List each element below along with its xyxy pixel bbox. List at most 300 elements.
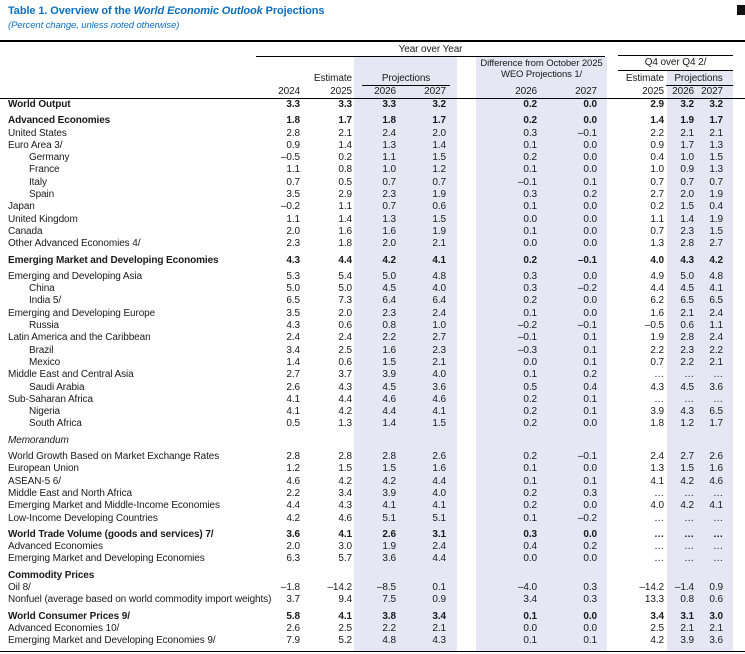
value-cell: 0.9: [709, 581, 723, 593]
value-cell: 5.3: [286, 270, 300, 282]
value-cell: 2.8: [680, 332, 694, 344]
spacer-cell: [457, 320, 476, 332]
value-cell: 2027: [697, 86, 745, 99]
value-cell: 4.1: [338, 528, 352, 540]
value-cell: 7.9: [286, 635, 300, 647]
table-row: [0, 382, 745, 394]
value-cell: 3.2: [432, 99, 446, 110]
value-cell: 2.4: [432, 541, 446, 553]
value-cell: 2026: [476, 86, 540, 99]
projections-table: [0, 86, 745, 647]
spacer-cell: [457, 345, 476, 357]
value-cell: 6.5: [709, 295, 723, 307]
value-cell: 0.1: [583, 356, 597, 368]
row-label: Oil 8/: [8, 581, 31, 593]
value-cell: 0.1: [583, 176, 597, 188]
value-cell: 0.1: [583, 406, 597, 418]
value-cell: 2.3: [382, 307, 396, 319]
spacer-cell: [457, 594, 476, 606]
value-cell: 0.1: [583, 475, 597, 487]
value-cell: …: [713, 528, 723, 540]
value-cell: 1.6: [432, 463, 446, 475]
value-cell: 0.7: [432, 176, 446, 188]
value-cell: 0.1: [523, 139, 537, 151]
value-cell: 3.6: [709, 635, 723, 647]
row-label: Brazil: [29, 344, 54, 356]
value-cell: 3.4: [523, 594, 537, 606]
value-cell: 3.1: [680, 610, 694, 622]
value-cell: …: [654, 512, 664, 524]
row-label: Saudi Arabia: [29, 381, 85, 393]
value-cell: [667, 566, 697, 582]
value-cell: 4.3: [338, 500, 352, 512]
value-cell: 1.5: [432, 418, 446, 430]
value-cell: 4.2: [680, 500, 694, 512]
value-cell: 0.2: [583, 541, 597, 553]
value-cell: 0.0: [583, 99, 597, 110]
value-cell: 2025: [607, 86, 667, 99]
value-cell: …: [654, 487, 664, 499]
value-cell: 2.7: [680, 451, 694, 463]
value-cell: …: [684, 528, 694, 540]
value-cell: 5.1: [432, 512, 446, 524]
row-label: United States: [8, 127, 67, 139]
row-label: Japan: [8, 201, 35, 213]
value-cell: –0.1: [577, 254, 597, 266]
value-cell: 1.4: [338, 139, 352, 151]
value-cell: 2.8: [680, 238, 694, 250]
value-cell: 1.5: [709, 225, 723, 237]
value-cell: [399, 566, 457, 582]
value-cell: 0.7: [650, 176, 664, 188]
table-row: [0, 357, 745, 369]
value-cell: …: [713, 553, 723, 565]
value-cell: …: [713, 369, 723, 381]
spacer-cell: [457, 418, 476, 430]
value-cell: 2.8: [286, 451, 300, 463]
value-cell: 2.2: [650, 344, 664, 356]
value-cell: –0.5: [644, 320, 664, 332]
spacer-cell: [457, 164, 476, 176]
value-cell: 1.4: [382, 418, 396, 430]
spacer-cell: [457, 226, 476, 238]
header-projections-yoy: Projections: [381, 72, 431, 84]
value-cell: 2.1: [432, 356, 446, 368]
value-cell: 1.5: [382, 356, 396, 368]
value-cell: 0.3: [583, 487, 597, 499]
value-cell: 1.1: [650, 213, 664, 225]
value-cell: 0.2: [523, 295, 537, 307]
value-cell: …: [654, 553, 664, 565]
value-cell: 3.8: [382, 610, 396, 622]
row-label: ASEAN-5 6/: [8, 475, 61, 487]
value-cell: 0.7: [650, 225, 664, 237]
value-cell: 4.1: [432, 254, 446, 266]
value-cell: 4.8: [709, 270, 723, 282]
table-row: [0, 164, 745, 176]
value-cell: 3.4: [286, 344, 300, 356]
value-cell: 3.9: [650, 406, 664, 418]
table-row: [0, 201, 745, 213]
spacer-cell: [457, 128, 476, 140]
value-cell: 0.0: [583, 225, 597, 237]
value-cell: 2.2: [382, 622, 396, 634]
value-cell: 4.4: [382, 406, 396, 418]
year-header-row: [0, 86, 745, 99]
table-bottom-rule: [0, 651, 745, 653]
value-cell: 1.5: [709, 152, 723, 164]
value-cell: 2.3: [680, 344, 694, 356]
table-row: [0, 320, 745, 332]
value-cell: –0.1: [577, 451, 597, 463]
value-cell: 0.1: [523, 201, 537, 213]
spacer-cell: [457, 251, 476, 267]
value-cell: 2.0: [286, 541, 300, 553]
value-cell: 0.0: [583, 622, 597, 634]
value-cell: 3.6: [286, 528, 300, 540]
value-cell: 5.0: [286, 283, 300, 295]
table-row: [0, 308, 745, 320]
value-cell: 1.3: [650, 238, 664, 250]
table-row: [0, 226, 745, 238]
value-cell: 1.1: [382, 152, 396, 164]
value-cell: 4.0: [650, 500, 664, 512]
value-cell: 0.0: [583, 238, 597, 250]
value-cell: 6.2: [650, 295, 664, 307]
value-cell: 1.3: [382, 213, 396, 225]
value-cell: 0.7: [382, 176, 396, 188]
value-cell: 2.7: [650, 189, 664, 201]
spacer-cell: [457, 152, 476, 164]
value-cell: 4.5: [382, 283, 396, 295]
value-cell: 6.3: [286, 553, 300, 565]
page-subtitle: (Percent change, unless noted otherwise): [8, 20, 180, 31]
value-cell: 0.4: [650, 152, 664, 164]
value-cell: 1.5: [338, 463, 352, 475]
value-cell: 0.3: [523, 189, 537, 201]
value-cell: 4.4: [338, 393, 352, 405]
table-row: [0, 582, 745, 594]
row-label: India 5/: [29, 295, 62, 307]
spacer-cell: [457, 214, 476, 226]
value-cell: [667, 431, 697, 447]
value-cell: 0.9: [680, 164, 694, 176]
value-cell: 2.5: [338, 622, 352, 634]
value-cell: –0.3: [517, 344, 537, 356]
table-row: [0, 607, 745, 623]
value-cell: 2.2: [680, 356, 694, 368]
value-cell: 2.9: [338, 189, 352, 201]
value-cell: 2.0: [382, 238, 396, 250]
value-cell: 1.9: [680, 115, 694, 127]
value-cell: 4.1: [286, 406, 300, 418]
table-row: [0, 406, 745, 418]
spacer-cell: [457, 623, 476, 635]
page-corner-mark: [737, 5, 745, 15]
value-cell: …: [684, 393, 694, 405]
value-cell: 3.2: [680, 99, 694, 110]
row-label: Latin America and the Caribbean: [8, 332, 151, 344]
table-row: [0, 476, 745, 488]
row-label: World Consumer Prices 9/: [8, 610, 130, 622]
row-label: France: [29, 164, 60, 176]
value-cell: 0.0: [583, 201, 597, 213]
page-title: [8, 5, 324, 17]
value-cell: 1.5: [382, 463, 396, 475]
value-cell: 1.3: [650, 463, 664, 475]
value-cell: 0.0: [583, 115, 597, 127]
value-cell: 2.1: [709, 356, 723, 368]
value-cell: [253, 431, 303, 447]
value-cell: 1.2: [432, 164, 446, 176]
value-cell: 0.1: [523, 512, 537, 524]
value-cell: 4.3: [680, 406, 694, 418]
value-cell: 3.0: [338, 541, 352, 553]
value-cell: 2.3: [382, 189, 396, 201]
value-cell: 0.2: [523, 99, 537, 110]
value-cell: 2.1: [338, 127, 352, 139]
value-cell: 4.3: [680, 254, 694, 266]
value-cell: …: [684, 553, 694, 565]
value-cell: 0.2: [523, 487, 537, 499]
value-cell: 0.0: [583, 418, 597, 430]
value-cell: 0.9: [432, 594, 446, 606]
value-cell: …: [654, 528, 664, 540]
spacer-cell: [457, 357, 476, 369]
value-cell: 3.6: [382, 553, 396, 565]
value-cell: 1.5: [680, 201, 694, 213]
value-cell: 2.2: [650, 127, 664, 139]
value-cell: 4.8: [432, 270, 446, 282]
value-cell: …: [713, 487, 723, 499]
table-row: [0, 500, 745, 512]
value-cell: 3.6: [709, 381, 723, 393]
value-cell: 2.4: [338, 332, 352, 344]
value-cell: 7.5: [382, 594, 396, 606]
value-cell: 1.3: [709, 164, 723, 176]
table-top-rule: [0, 40, 745, 42]
value-cell: 0.2: [583, 189, 597, 201]
value-cell: 1.1: [286, 164, 300, 176]
spacer-cell: [457, 189, 476, 201]
header-difference-line2: WEO Projections 1/: [500, 68, 583, 80]
spacer-cell: [457, 541, 476, 553]
value-cell: 0.1: [523, 307, 537, 319]
value-cell: 0.5: [286, 418, 300, 430]
value-cell: 0.1: [523, 164, 537, 176]
row-label: Middle East and North Africa: [8, 487, 132, 499]
table-row: [0, 513, 745, 525]
value-cell: 4.1: [382, 500, 396, 512]
table-row: [0, 525, 745, 541]
value-cell: [697, 566, 745, 582]
value-cell: 4.6: [286, 475, 300, 487]
value-cell: 1.1: [286, 213, 300, 225]
value-cell: 2.5: [650, 622, 664, 634]
value-cell: 4.3: [286, 254, 300, 266]
spacer-cell: [457, 111, 476, 127]
value-cell: 2.9: [650, 99, 664, 110]
row-label: Russia: [29, 320, 59, 332]
row-label: Memorandum: [8, 434, 69, 446]
spacer-cell: [457, 513, 476, 525]
value-cell: 1.8: [286, 115, 300, 127]
value-cell: 2.4: [286, 332, 300, 344]
value-cell: [540, 566, 607, 582]
spacer-cell: [457, 267, 476, 283]
value-cell: 0.0: [583, 307, 597, 319]
value-cell: 4.6: [432, 393, 446, 405]
value-cell: 1.9: [709, 213, 723, 225]
row-label: Commodity Prices: [8, 569, 95, 581]
value-cell: 2.6: [286, 622, 300, 634]
spacer-cell: [457, 86, 476, 99]
value-cell: 2.1: [709, 622, 723, 634]
spacer-cell: [457, 566, 476, 582]
spacer-cell: [457, 177, 476, 189]
value-cell: 0.0: [523, 622, 537, 634]
value-cell: 3.4: [650, 610, 664, 622]
value-cell: 5.0: [338, 283, 352, 295]
value-cell: 4.6: [382, 393, 396, 405]
value-cell: 1.4: [432, 139, 446, 151]
value-cell: 2.2: [286, 487, 300, 499]
value-cell: 2.6: [382, 528, 396, 540]
value-cell: 1.9: [432, 189, 446, 201]
table-row: [0, 369, 745, 381]
value-cell: 1.9: [432, 225, 446, 237]
row-label: Nonfuel (average based on world commodity import weights): [8, 594, 272, 606]
table-row: [0, 635, 745, 647]
spacer-cell: [457, 553, 476, 565]
title-italic: World Economic Outlook: [133, 5, 263, 17]
row-label: Other Advanced Economies 4/: [8, 238, 141, 250]
value-cell: 2.1: [432, 238, 446, 250]
value-cell: 1.0: [650, 164, 664, 176]
value-cell: 2.0: [432, 127, 446, 139]
value-cell: –0.2: [517, 320, 537, 332]
value-cell: 0.8: [382, 320, 396, 332]
value-cell: [540, 431, 607, 447]
value-cell: 0.6: [709, 594, 723, 606]
value-cell: 4.2: [709, 254, 723, 266]
value-cell: 0.2: [523, 152, 537, 164]
value-cell: 0.2: [523, 115, 537, 127]
value-cell: 2.0: [286, 225, 300, 237]
value-cell: 0.7: [382, 201, 396, 213]
value-cell: 0.0: [583, 295, 597, 307]
value-cell: 4.9: [650, 270, 664, 282]
value-cell: 2.4: [709, 307, 723, 319]
spacer-cell: [457, 525, 476, 541]
value-cell: 2026: [667, 86, 697, 99]
value-cell: 0.1: [523, 475, 537, 487]
row-label: Sub-Saharan Africa: [8, 393, 93, 405]
value-cell: 0.1: [523, 369, 537, 381]
value-cell: 0.0: [523, 213, 537, 225]
value-cell: 2.6: [432, 451, 446, 463]
table-row: [0, 541, 745, 553]
value-cell: 3.9: [680, 635, 694, 647]
value-cell: 0.0: [523, 238, 537, 250]
value-cell: –14.2: [327, 581, 352, 593]
value-cell: 4.1: [338, 610, 352, 622]
value-cell: –14.2: [639, 581, 664, 593]
value-cell: 2.7: [709, 238, 723, 250]
table-row: [0, 214, 745, 226]
value-cell: 0.7: [286, 176, 300, 188]
value-cell: 4.1: [432, 500, 446, 512]
value-cell: 0.1: [523, 610, 537, 622]
value-cell: 4.0: [432, 283, 446, 295]
table-row: [0, 463, 745, 475]
table-row: [0, 140, 745, 152]
title-suffix: Projections: [262, 5, 325, 17]
value-cell: 2.4: [650, 451, 664, 463]
value-cell: 0.6: [680, 320, 694, 332]
value-cell: 0.3: [583, 581, 597, 593]
row-label: World Output: [8, 99, 71, 110]
value-cell: 5.0: [680, 270, 694, 282]
value-cell: [697, 431, 745, 447]
spacer-cell: [457, 308, 476, 320]
row-label: Emerging and Developing Asia: [8, 270, 142, 282]
value-cell: 0.1: [583, 393, 597, 405]
table-row: [0, 111, 745, 127]
value-cell: 4.2: [680, 475, 694, 487]
value-cell: 0.0: [583, 139, 597, 151]
value-cell: 3.4: [432, 610, 446, 622]
value-cell: 3.7: [338, 369, 352, 381]
value-cell: 1.0: [680, 152, 694, 164]
row-label: Low-Income Developing Countries: [8, 512, 158, 524]
value-cell: …: [684, 541, 694, 553]
value-cell: 4.0: [432, 487, 446, 499]
value-cell: 4.2: [382, 475, 396, 487]
value-cell: 0.0: [583, 270, 597, 282]
table-row: [0, 332, 745, 344]
row-label: Germany: [29, 152, 70, 164]
value-cell: 0.3: [523, 127, 537, 139]
value-cell: 1.9: [650, 332, 664, 344]
value-cell: …: [654, 393, 664, 405]
value-cell: 0.5: [523, 381, 537, 393]
value-cell: 2.4: [432, 307, 446, 319]
value-cell: 4.8: [382, 635, 396, 647]
value-cell: 0.4: [523, 541, 537, 553]
value-cell: 2.5: [338, 344, 352, 356]
row-label: World Growth Based on Market Exchange Rates: [8, 451, 220, 463]
value-cell: 3.9: [382, 487, 396, 499]
header-estimate-yoy: Estimate: [313, 72, 352, 84]
value-cell: 1.9: [709, 189, 723, 201]
value-cell: 1.1: [709, 320, 723, 332]
table-row: [0, 623, 745, 635]
value-cell: –0.2: [577, 512, 597, 524]
value-cell: 2.7: [286, 369, 300, 381]
value-cell: 0.1: [432, 581, 446, 593]
value-cell: 1.7: [680, 139, 694, 151]
value-cell: 2.8: [382, 451, 396, 463]
value-cell: 1.6: [338, 225, 352, 237]
value-cell: 4.2: [650, 635, 664, 647]
value-cell: 3.0: [709, 610, 723, 622]
value-cell: 3.9: [382, 369, 396, 381]
value-cell: 5.0: [382, 270, 396, 282]
value-cell: 2025: [303, 86, 355, 99]
spacer-cell: [457, 382, 476, 394]
spacer-cell: [457, 476, 476, 488]
